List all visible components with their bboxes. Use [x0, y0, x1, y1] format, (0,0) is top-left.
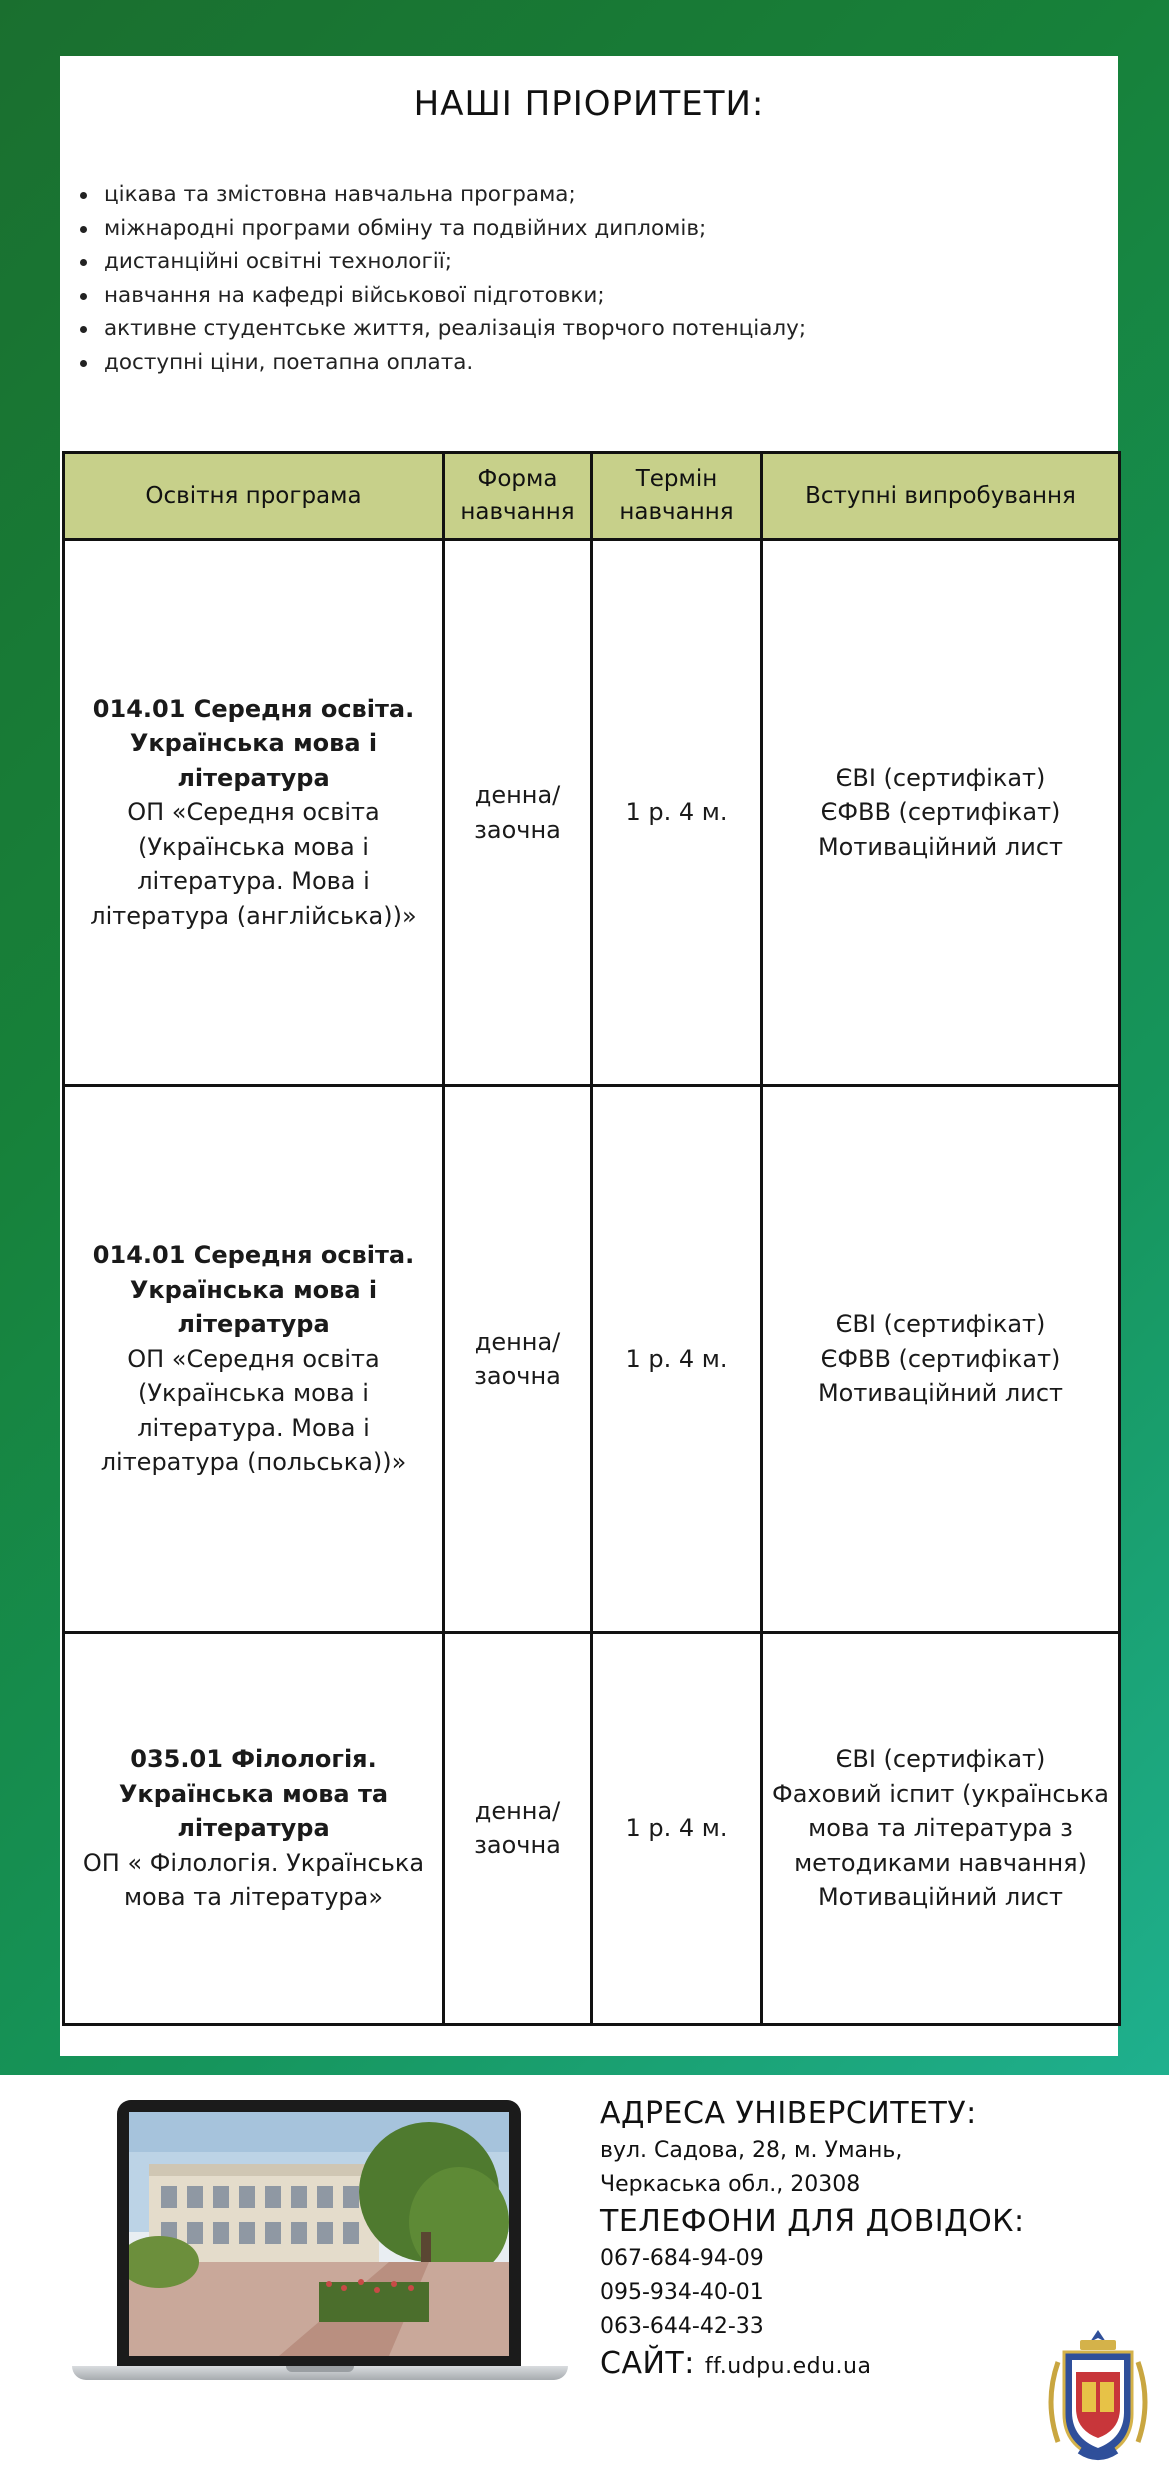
address-line: Черкаська обл., 20308 [600, 2172, 861, 2197]
phone-number[interactable]: 095-934-40-01 [600, 2280, 764, 2305]
site-label: САЙТ: [600, 2346, 695, 2381]
program-cell [64, 540, 444, 1086]
address-label: АДРЕСА УНІВЕРСИТЕТУ: [600, 2096, 977, 2131]
header-exams: Вступні випробування [762, 453, 1120, 540]
priority-item: навчання на кафедрі військової підготовки; [74, 279, 1094, 313]
university-building-photo [129, 2112, 509, 2356]
form-cell: денна/ заочна [444, 540, 592, 1086]
table-header-row [64, 453, 1120, 540]
address-line: вул. Садова, 28, м. Умань, [600, 2138, 903, 2163]
exams-cell [762, 1632, 1120, 2024]
program-code: 014.01 Середня освіта. Українська мова і література [92, 1241, 415, 1339]
program-description: ОП «Середня освіта (Українська мова і література. Мова і література (польська))» [100, 1344, 407, 1477]
priority-item: цікава та змістовна навчальна програма; [74, 178, 1094, 212]
program-description: ОП «Середня освіта (Українська мова і література. Мова і література (англійська))» [90, 798, 417, 930]
program-description: ОП « Філологія. Українська мова та література» [82, 1848, 425, 1912]
contact-block [600, 2094, 1080, 2387]
table-row [64, 1086, 1120, 1632]
term-cell: 1 р. 4 м. [592, 1632, 762, 2024]
laptop-illustration [72, 2100, 568, 2390]
program-code: 014.01 Середня освіта. Українська мова і література [92, 694, 415, 792]
exam-item: Мотиваційний лист [817, 1379, 1064, 1408]
exam-item: ЄВІ (сертифікат) [835, 1310, 1046, 1339]
exam-item: ЄВІ (сертифікат) [835, 763, 1046, 792]
exam-item: Мотиваційний лист [817, 832, 1064, 861]
laptop-notch [286, 2366, 354, 2372]
priority-item: дистанційні освітні технології; [74, 245, 1094, 279]
table-row [64, 1632, 1120, 2024]
header-program: Освітня програма [64, 453, 444, 540]
table-row [64, 540, 1120, 1086]
phones-label: ТЕЛЕФОНИ ДЛЯ ДОВІДОК: [600, 2204, 1025, 2239]
priorities-list [74, 178, 1094, 379]
header-term: Термін навчання [592, 453, 762, 540]
exams-cell [762, 1086, 1120, 1632]
program-cell [64, 1632, 444, 2024]
site-row [600, 2344, 1080, 2387]
priorities-title: НАШІ ПРІОРИТЕТИ: [413, 84, 765, 124]
programs-table [62, 451, 1121, 2026]
exam-item: ЄВІ (сертифікат) [835, 1745, 1046, 1774]
phone-number[interactable]: 063-644-42-33 [600, 2314, 764, 2339]
priority-item: активне студентське життя, реалізація творчого потенціалу; [74, 312, 1094, 346]
exam-item: Фаховий іспит (українська мова та література з методиками навчання) [772, 1779, 1109, 1877]
site-link[interactable]: ff.udpu.edu.ua [704, 2354, 872, 2379]
priority-item: доступні ціни, поетапна оплата. [74, 346, 1094, 380]
program-cell [64, 1086, 444, 1632]
exam-item: ЄФВВ (сертифікат) [820, 1344, 1061, 1373]
program-code: 035.01 Філологія. Українська мова та література [118, 1745, 389, 1843]
laptop-screen-bezel [117, 2100, 521, 2368]
priority-item: міжнародні програми обміну та подвійних дипломів; [74, 212, 1094, 246]
form-cell: денна/ заочна [444, 1086, 592, 1632]
term-cell: 1 р. 4 м. [592, 1086, 762, 1632]
header-form: Форма навчання [444, 453, 592, 540]
form-cell: денна/ заочна [444, 1632, 592, 2024]
phone-number[interactable]: 067-684-94-09 [600, 2246, 764, 2271]
exams-cell [762, 540, 1120, 1086]
university-emblem-icon [1040, 2322, 1156, 2468]
exam-item: Мотиваційний лист [817, 1883, 1064, 1912]
term-cell: 1 р. 4 м. [592, 540, 762, 1086]
exam-item: ЄФВВ (сертифікат) [820, 798, 1061, 827]
